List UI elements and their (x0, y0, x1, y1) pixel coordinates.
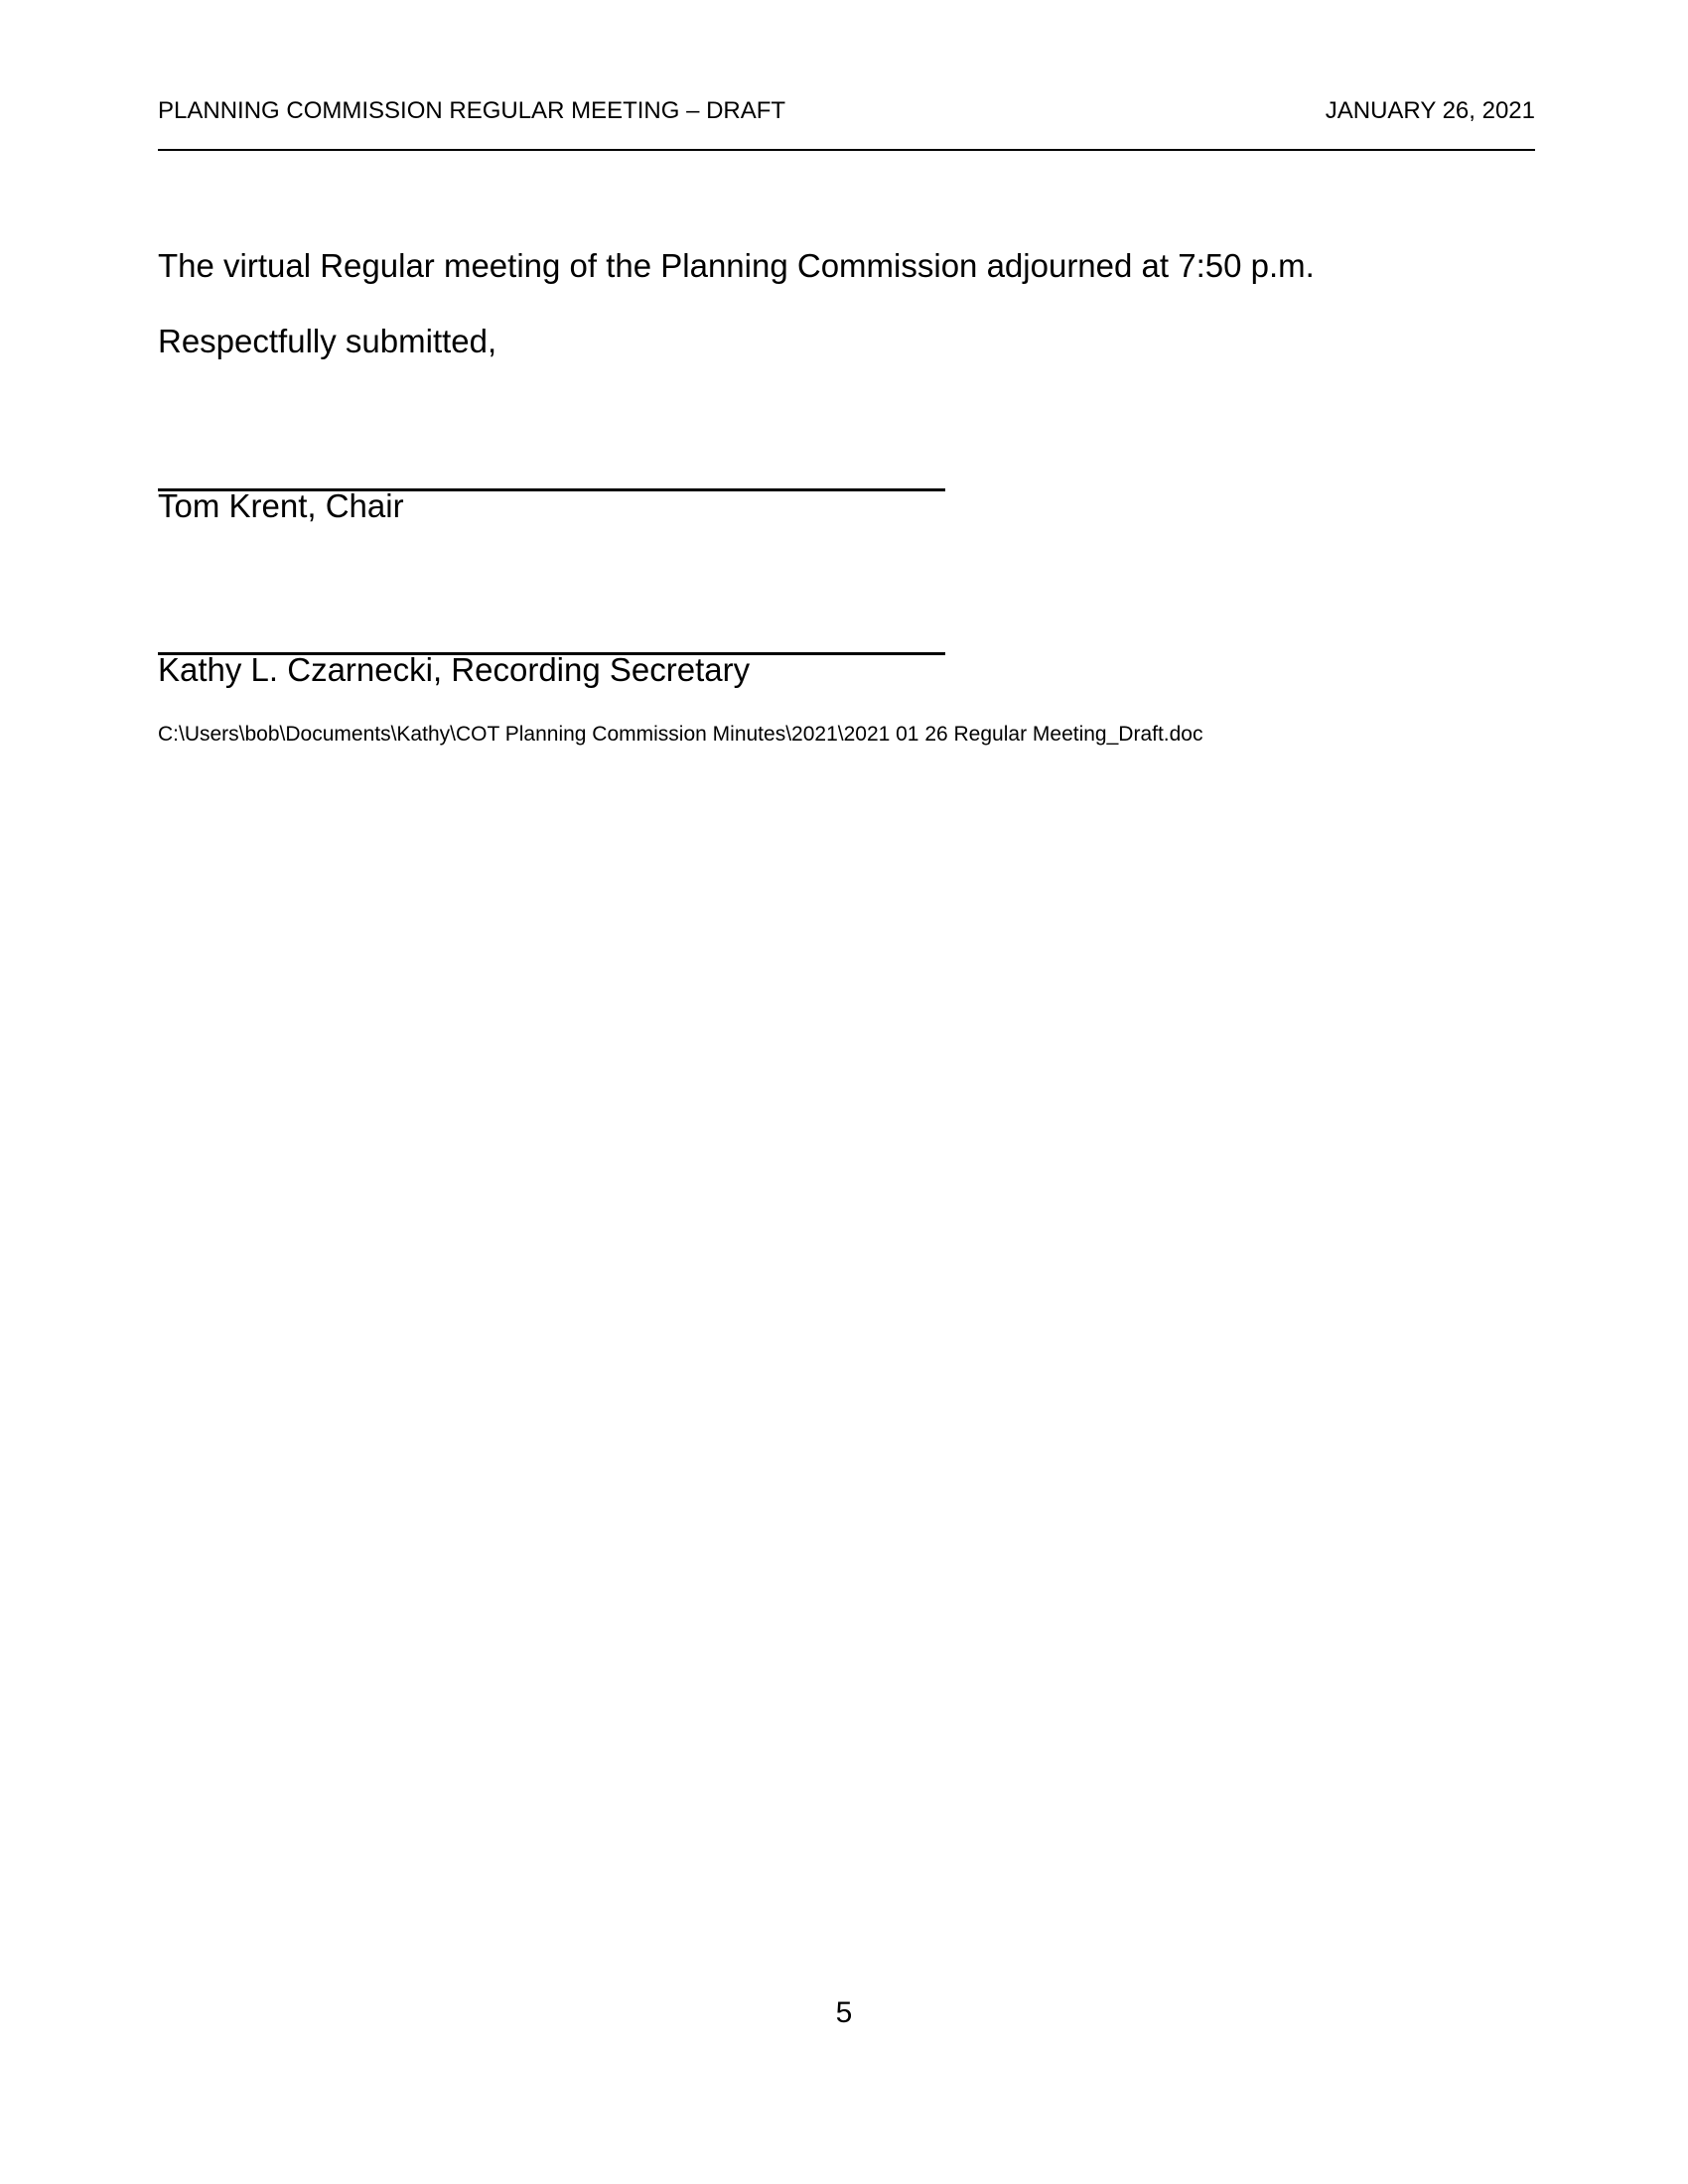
page-header (158, 95, 1535, 151)
signature-name-secretary: Kathy L. Czarnecki, Recording Secretary (158, 651, 751, 688)
file-path: C:\Users\bob\Documents\Kathy\COT Planning Commission Minutes\2021\2021 01 26 Regular Meeting_Draft.doc (158, 723, 1203, 746)
adjournment-statement: The virtual Regular meeting of the Planning Commission adjourned at 7:50 p.m. (158, 247, 1315, 284)
header-title: PLANNING COMMISSION REGULAR MEETING – DRAFT (158, 97, 786, 124)
signature-name-chair: Tom Krent, Chair (158, 487, 404, 524)
page-number: 5 (835, 1996, 853, 2029)
closing-statement: Respectfully submitted, (158, 323, 497, 359)
header-date: JANUARY 26, 2021 (1325, 97, 1535, 124)
